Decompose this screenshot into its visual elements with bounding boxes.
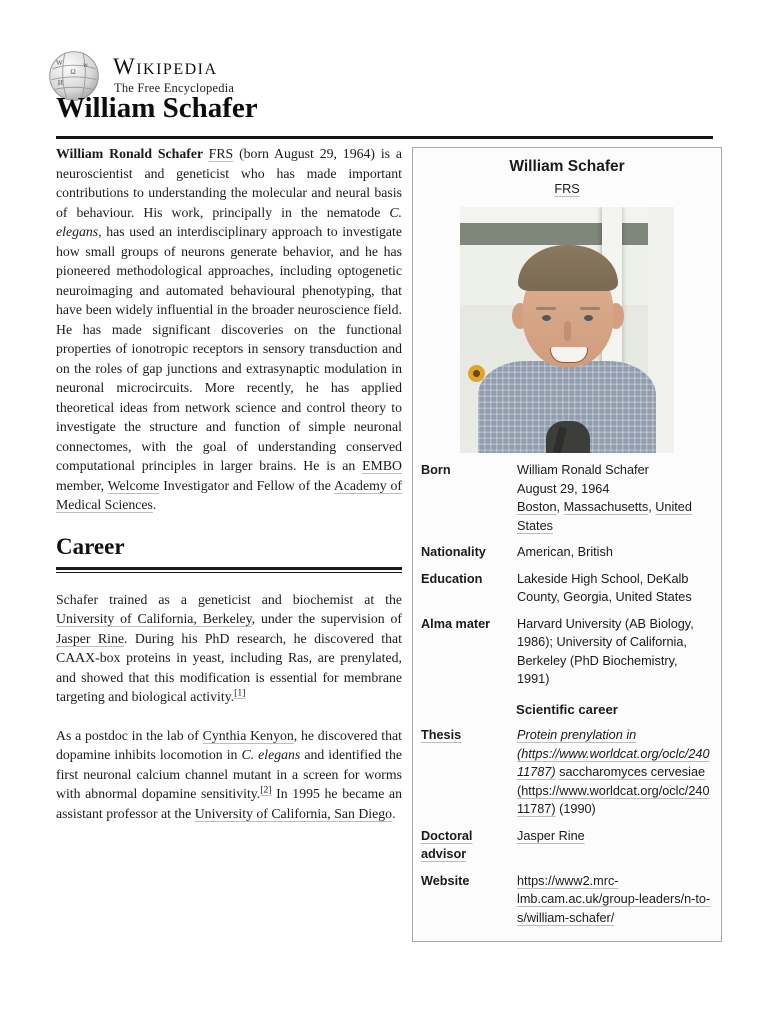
link[interactable]: FRS (208, 146, 234, 161)
text-run: Harvard University (AB Biology, 1986); University of California, Berkeley (PhD Biochemistry, 1991) (517, 616, 694, 686)
photo-background-ceiling (460, 207, 674, 223)
text-run: In 1995 he became an assistant professor at the (56, 786, 402, 821)
link[interactable]: Thesis (421, 728, 462, 742)
text-run: , (556, 500, 564, 514)
infobox-row (421, 611, 713, 693)
person-eye-left (542, 315, 551, 321)
person-nose (564, 321, 571, 341)
infobox-row-value (517, 615, 713, 689)
infobox-row (421, 868, 713, 932)
career-heading-divider (56, 567, 402, 570)
wikipedia-wordmark: Wikipedia (113, 54, 218, 79)
text-run: Website (421, 873, 470, 888)
link[interactable]: https://www2.mrc-lmb.cam.ac.uk/group-leaders/n-to-s/william-schafer/ (517, 873, 711, 925)
article-body (56, 144, 402, 842)
text-run: C. elegans (241, 747, 301, 762)
svg-text:Ω: Ω (70, 68, 76, 77)
infobox-row-value (517, 827, 713, 864)
text-run: (1990) (555, 802, 596, 816)
person-eye-right (584, 315, 593, 321)
infobox-row-value (517, 872, 713, 928)
link[interactable]: University of California, San Diego (194, 805, 393, 821)
person-eyebrow-right (580, 307, 600, 310)
text-run: , under the supervision of (251, 611, 403, 626)
link[interactable]: FRS (554, 181, 580, 196)
link[interactable]: Protein prenylation in (https://www.worldcat.org/oclc/24011787) (517, 728, 710, 779)
text-run: . During his PhD research, he discovered that CAAX-box proteins in yeast, including Ras, are prenylated, and showed that this modification is essential for membrane targeting and biological activity. (56, 630, 402, 704)
person-eyebrow-left (536, 307, 556, 310)
career-section-heading: Career (56, 533, 125, 559)
link[interactable]: Doctoral advisor (421, 828, 473, 861)
infobox-row-value (517, 726, 713, 819)
text-run: . (152, 497, 157, 512)
link[interactable]: [2] (260, 784, 272, 796)
link[interactable]: Boston (517, 500, 557, 514)
link[interactable]: Jasper Rine (517, 828, 585, 843)
link[interactable]: Welcome (107, 477, 160, 493)
text-run: Born (421, 463, 451, 477)
infobox-row (421, 457, 713, 539)
text-run: As a postdoc in the lab of (56, 727, 203, 743)
infobox-row (421, 722, 713, 823)
link[interactable]: Massachusetts (563, 500, 649, 514)
infobox-row-value (517, 461, 713, 535)
link[interactable]: Jasper Rine (56, 630, 124, 646)
text-run: Investigator and Fellow of the (159, 477, 334, 493)
infobox-row-label (421, 461, 509, 535)
text-run: August 29, 1964 (517, 481, 610, 496)
svg-text:w: w (83, 61, 89, 69)
text-run: member, (56, 477, 108, 493)
link[interactable]: University of California, Berkeley (56, 611, 252, 626)
text-run: , has used an interdisciplinary approach to investigate how small groups of neurons generate behavior, and he has pioneered methodological approaches, including optogenetic neuroimaging and automated behavioural phenotyping, that have been widely influential in the broader neuroscience field. He has made significant discoveries on the functional properties of ionotropic receptors in sensory transduction and on the roles of gap junctions and extrasynaptic modulation in neuronal microcircuits. More recently, he has applied theoretical ideas from network science and control theory to investigate the structure and function of simple neuronal connectomes, with the goal of understanding conserved computational principles in larger brains. He is an (56, 224, 402, 473)
infobox-row (421, 539, 713, 566)
infobox-rows (421, 457, 713, 931)
infobox (412, 147, 722, 942)
text-run: Lakeside High School, DeKalb County, Georgia, United States (517, 571, 692, 604)
infobox-row-label (421, 543, 509, 562)
infobox-row-label (421, 827, 509, 864)
text-run: Schafer trained as a geneticist and biochemist at the (56, 591, 402, 607)
text-run: American, British (517, 545, 613, 559)
infobox-row (421, 566, 713, 611)
text-run: Education (421, 571, 483, 586)
text-run: and identified the first neuronal calcium channel mutant in a screen for worms with abnormal dopamine sensitivity. (56, 747, 403, 801)
link[interactable]: EMBO (362, 458, 402, 473)
wikipedia-tagline: The Free Encyclopedia (114, 81, 235, 95)
svg-text:W: W (56, 59, 63, 68)
infobox-row-label (421, 570, 509, 607)
link[interactable]: saccharomyces cervesiae (https://www.worldcat.org/oclc/24011787) (517, 765, 710, 816)
text-run: C. elegans (56, 204, 402, 239)
svg-text:И: И (57, 79, 64, 87)
text-run: (born August 29, 1964) is a neuroscientist and geneticist who has made important contributions to understanding the molecular and neural basis of behaviour. His work, principally in the nematode (56, 146, 402, 220)
infobox-row-value (517, 570, 713, 607)
career-heading-divider-thin (56, 572, 402, 573)
link[interactable]: [1] (234, 687, 246, 699)
infobox-row-label (421, 615, 509, 689)
text-run: , (648, 500, 656, 514)
career-paragraph-2 (56, 726, 402, 824)
page-title: William Schafer (56, 92, 258, 124)
link[interactable]: Academy of Medical Sciences (56, 477, 402, 512)
infobox-subtitle (421, 180, 713, 203)
text-run: Alma mater (421, 616, 491, 631)
portrait-photo (460, 207, 674, 453)
text-run: Nationality (421, 545, 486, 559)
photo-background-band (460, 223, 674, 245)
text-run: William Ronald Schafer (56, 146, 209, 161)
infobox-row (421, 823, 713, 868)
intro-paragraph (56, 144, 402, 515)
infobox-row-value (517, 543, 713, 562)
link[interactable]: United States (517, 500, 692, 533)
link[interactable]: Cynthia Kenyon (202, 727, 294, 743)
infobox-title: William Schafer (509, 158, 625, 175)
text-run: . (392, 805, 396, 821)
infobox-row-label (421, 872, 509, 928)
career-paragraph-1 (56, 590, 402, 707)
title-divider (56, 136, 713, 139)
text-run: William Ronald Schafer (517, 463, 649, 477)
text-run: , he discovered that dopamine inhibits locomotion in (56, 727, 402, 762)
infobox-section-header: Scientific career (516, 701, 618, 717)
infobox-row-label (421, 726, 509, 819)
